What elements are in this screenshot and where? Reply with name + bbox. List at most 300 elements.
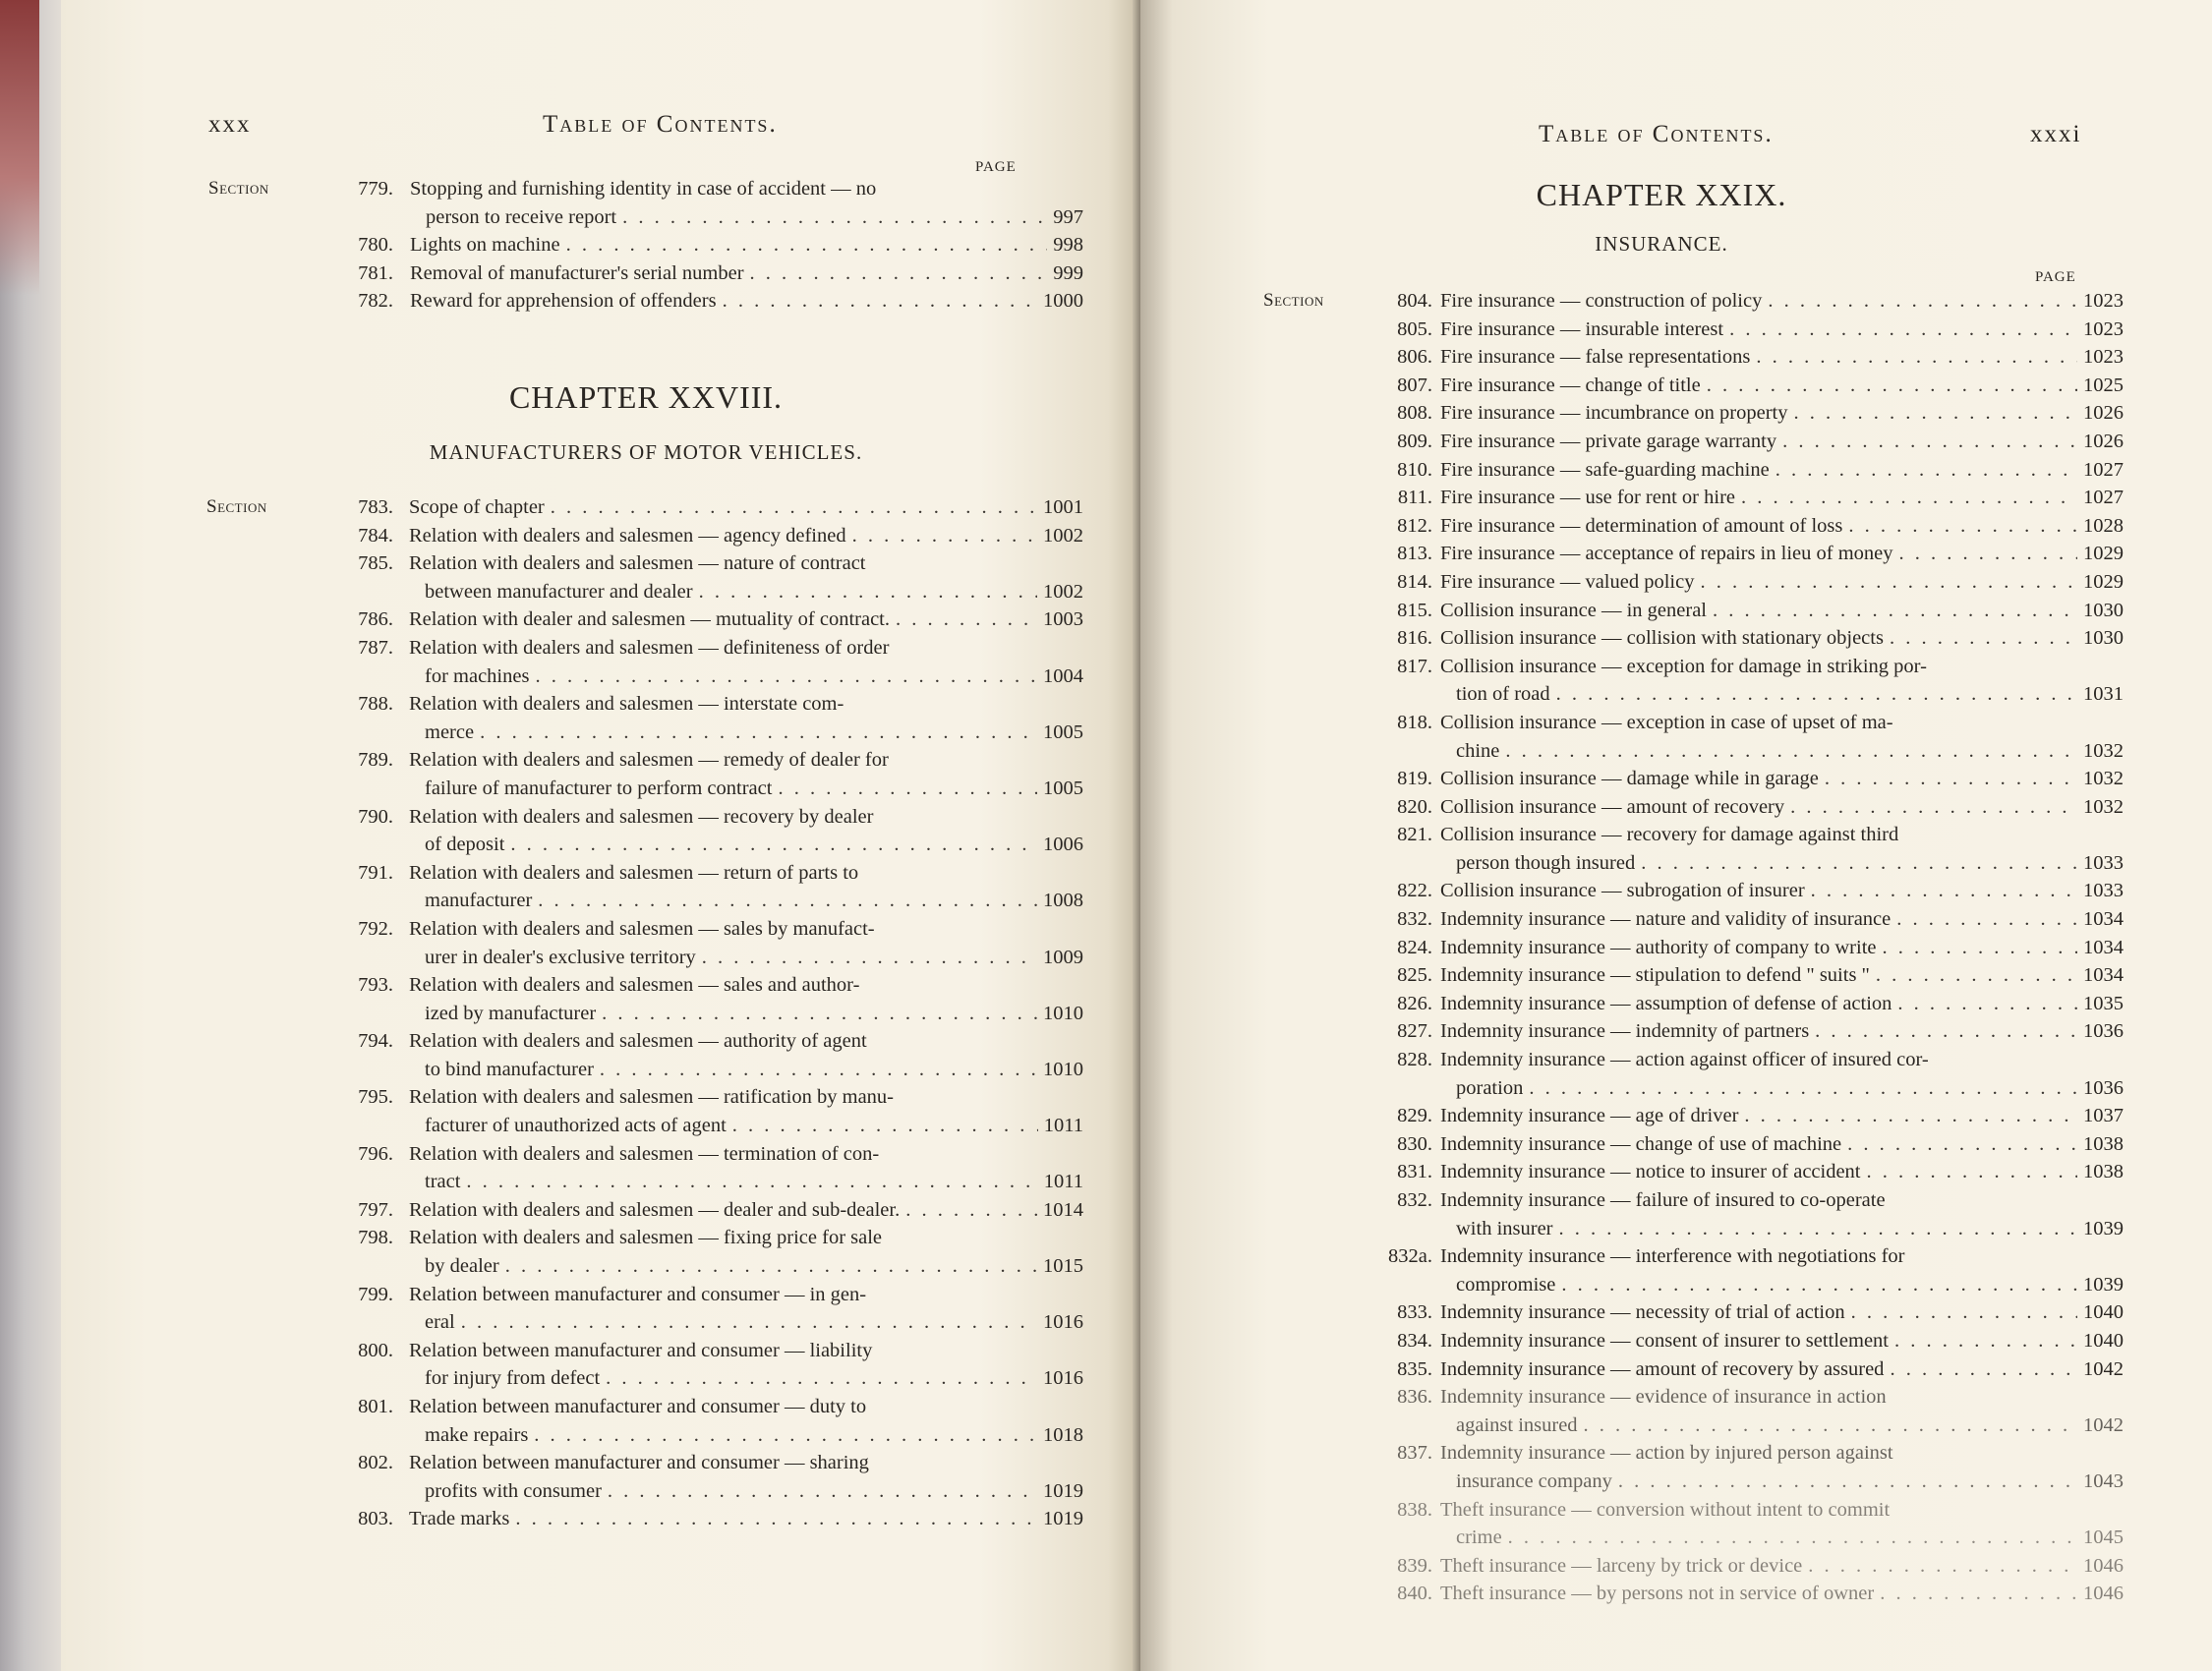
dot-leader — [1508, 1524, 2077, 1552]
entry-title: Collision insurance — recovery for damage against third — [1440, 824, 1899, 846]
toc-entry — [1263, 709, 2124, 765]
page-reference: 1034 — [2083, 936, 2124, 958]
entry-title: Relation with dealers and salesmen — interstate com- — [409, 693, 844, 716]
entry-title: Theft insurance — by persons not in service of owner — [1440, 1583, 1875, 1605]
dot-leader — [1618, 1468, 2077, 1496]
toc-entry — [206, 859, 1083, 915]
entry-title: of deposit — [425, 834, 505, 856]
left-page — [61, 0, 1140, 1671]
dot-leader — [1890, 1355, 2077, 1384]
dot-leader — [1811, 877, 2077, 905]
running-head: Table of Contents. — [1539, 121, 1774, 147]
section-number: 815. — [1397, 599, 1432, 621]
section-number: 834. — [1397, 1329, 1432, 1352]
page-reference: 1008 — [1043, 890, 1083, 912]
section-number: 794. — [358, 1030, 393, 1053]
section-number: 835. — [1397, 1357, 1432, 1380]
dot-leader — [702, 944, 1037, 972]
entry-title: Indemnity insurance — amount of recovery by assured — [1440, 1357, 1885, 1380]
toc-entry — [206, 1393, 1083, 1449]
chapter-title: CHAPTER XXIX. — [1536, 177, 1787, 212]
section-number: 825. — [1397, 964, 1432, 987]
section-label: Section — [208, 178, 269, 199]
page-reference: 1045 — [2083, 1527, 2124, 1549]
section-number: 800. — [358, 1339, 393, 1361]
section-number: 810. — [1397, 458, 1432, 481]
entry-title: Indemnity insurance — authority of company to write — [1440, 936, 1877, 958]
dot-leader — [1561, 1271, 2077, 1299]
page-reference: 1032 — [2083, 768, 2124, 790]
toc-entry — [1263, 1130, 2124, 1159]
toc-entry — [1263, 512, 2124, 541]
entry-title: person to receive report — [426, 205, 617, 228]
entry-title: Relation between manufacturer and consumer — liability — [409, 1339, 873, 1361]
dot-leader — [1707, 372, 2077, 400]
dot-leader — [1808, 1552, 2077, 1581]
entry-title: Relation with dealers and salesmen — recovery by dealer — [409, 805, 874, 828]
page-number: xxx — [208, 111, 252, 138]
entry-title: Relation with dealers and salesmen — return of parts to — [409, 861, 859, 884]
entry-title: Relation with dealers and salesmen — dealer and sub-dealer. — [409, 1198, 901, 1221]
toc-entry — [1263, 316, 2124, 344]
page-reference: 1032 — [2083, 795, 2124, 818]
dot-leader — [896, 605, 1037, 634]
dot-leader — [622, 203, 1047, 232]
dot-leader — [1775, 456, 2077, 485]
section-number: 807. — [1397, 374, 1432, 396]
toc-entry — [1263, 1102, 2124, 1130]
section-number: 795. — [358, 1086, 393, 1109]
page-reference: 1023 — [2083, 317, 2124, 340]
toc-entry — [1263, 287, 2124, 316]
entry-title: for injury from defect — [425, 1367, 601, 1390]
entry-title: Indemnity insurance — indemnity of partners — [1440, 1020, 1810, 1043]
toc-entry — [1263, 372, 2124, 400]
dot-leader — [480, 719, 1037, 747]
entry-title: Indemnity insurance — assumption of defense of action — [1440, 992, 1892, 1014]
section-number: 779. — [358, 178, 393, 200]
dot-leader — [1790, 793, 2077, 822]
toc-entry — [206, 915, 1083, 971]
page-reference: 1002 — [1043, 524, 1083, 547]
page-reference: 1037 — [2083, 1105, 2124, 1127]
right-page — [1140, 0, 2212, 1671]
dot-leader — [1880, 1580, 2077, 1608]
section-number: 816. — [1397, 627, 1432, 650]
toc-entry — [206, 634, 1083, 690]
page-reference: 1006 — [1043, 834, 1083, 856]
toc-entry — [1263, 765, 2124, 793]
entry-title: compromise — [1456, 1273, 1556, 1296]
entry-title: Collision insurance — damage while in garage — [1440, 768, 1819, 790]
entry-title: merce — [425, 720, 475, 743]
section-number: 808. — [1397, 402, 1432, 425]
book-edge — [0, 0, 61, 1671]
section-number: 832a. — [1388, 1245, 1432, 1268]
entry-title: Relation with dealers and salesmen — ratification by manu- — [409, 1086, 894, 1109]
page-reference: 1010 — [1043, 1002, 1083, 1024]
page-reference: 1030 — [2083, 627, 2124, 650]
entry-title: eral — [425, 1311, 455, 1334]
entry-title: Scope of chapter — [409, 496, 545, 518]
toc-entry — [208, 259, 1083, 288]
toc-entry — [1263, 1496, 2124, 1552]
entry-title: Relation with dealers and salesmen — nature of contract — [409, 552, 866, 575]
page-reference: 1026 — [2083, 402, 2124, 425]
dot-leader — [1897, 990, 2077, 1018]
dot-leader — [535, 663, 1037, 691]
section-number: 792. — [358, 917, 393, 940]
section-number: 798. — [358, 1227, 393, 1249]
toc-entry — [1263, 934, 2124, 962]
dot-leader — [723, 287, 1037, 316]
dot-leader — [1713, 597, 2077, 625]
section-number: 780. — [358, 234, 393, 257]
entry-title: Removal of manufacturer's serial number — [410, 261, 744, 284]
section-number: 786. — [358, 608, 393, 631]
page-reference: 1016 — [1043, 1367, 1083, 1390]
section-number: 790. — [358, 805, 393, 828]
dot-leader — [1556, 680, 2077, 709]
entry-title: Relation with dealers and salesmen — sales and author- — [409, 974, 860, 997]
section-label: Section — [1263, 290, 1324, 311]
entry-title: Relation with dealers and salesmen — definiteness of order — [409, 636, 890, 659]
toc-entry — [1263, 1017, 2124, 1046]
page-reference: 1010 — [1043, 1058, 1083, 1080]
dot-leader — [551, 493, 1037, 522]
page-column-header: PAGE — [2035, 269, 2076, 285]
entry-title: Relation between manufacturer and consumer — sharing — [409, 1452, 869, 1474]
toc-entry — [206, 803, 1083, 859]
entry-title: profits with consumer — [425, 1479, 602, 1502]
toc-entry — [1263, 1355, 2124, 1384]
page-reference: 1031 — [2083, 683, 2124, 706]
entry-title: Lights on machine — [410, 234, 560, 257]
entry-title: Indemnity insurance — necessity of trial of action — [1440, 1301, 1845, 1324]
entry-title: urer in dealer's exclusive territory — [425, 946, 696, 968]
dot-leader — [732, 1112, 1038, 1140]
page-reference: 1023 — [2083, 290, 2124, 312]
page-reference: 1039 — [2083, 1273, 2124, 1296]
page-column-header: PAGE — [975, 159, 1017, 175]
entry-title: with insurer — [1456, 1217, 1553, 1239]
dot-leader — [600, 1056, 1037, 1084]
page-reference: 1042 — [2083, 1413, 2124, 1436]
page-reference: 1036 — [2083, 1020, 2124, 1043]
toc-entry — [206, 522, 1083, 550]
toc-entry — [208, 287, 1083, 316]
entry-title: tion of road — [1456, 683, 1550, 706]
entry-title: Collision insurance — in general — [1440, 599, 1707, 621]
section-number: 840. — [1397, 1583, 1432, 1605]
dot-leader — [1825, 765, 2077, 793]
book-cover-edge — [0, 0, 39, 295]
entry-title: Collision insurance — subrogation of insurer — [1440, 880, 1805, 902]
page-reference: 1015 — [1043, 1255, 1083, 1278]
page-reference: 1005 — [1043, 720, 1083, 743]
page-number: xxxi — [2030, 121, 2082, 147]
entry-title: Indemnity insurance — age of driver — [1440, 1105, 1739, 1127]
page-reference: 1046 — [2083, 1554, 2124, 1577]
dot-leader — [1882, 934, 2077, 962]
toc-entry — [206, 971, 1083, 1027]
entry-title: Relation with dealers and salesmen — sales by manufact- — [409, 917, 875, 940]
dot-leader — [1890, 624, 2077, 653]
toc-entry — [1263, 399, 2124, 428]
chapter-subtitle: MANUFACTURERS OF MOTOR VEHICLES. — [429, 440, 863, 464]
entry-title: manufacturer — [425, 890, 533, 912]
section-number: 784. — [358, 524, 393, 547]
entry-title: Collision insurance — amount of recovery — [1440, 795, 1785, 818]
section-number: 818. — [1397, 711, 1432, 733]
dot-leader — [538, 887, 1037, 915]
toc-entry — [1263, 456, 2124, 485]
page-reference: 1027 — [2083, 487, 2124, 509]
page-reference: 1018 — [1043, 1423, 1083, 1446]
toc-entry — [1263, 597, 2124, 625]
page-reference: 1043 — [2083, 1469, 2124, 1492]
page-reference: 1003 — [1043, 608, 1083, 631]
entry-title: Indemnity insurance — evidence of insurance in action — [1440, 1386, 1887, 1409]
entry-title: Fire insurance — use for rent or hire — [1440, 487, 1735, 509]
dot-leader — [510, 831, 1037, 859]
toc-entry — [208, 175, 1083, 231]
section-number: 829. — [1397, 1105, 1432, 1127]
entry-title: Fire insurance — change of title — [1440, 374, 1701, 396]
section-number: 787. — [358, 636, 393, 659]
entry-title: Relation with dealers and salesmen — agency defined — [409, 524, 846, 547]
page-reference: 1030 — [2083, 599, 2124, 621]
dot-leader — [505, 1252, 1037, 1281]
dot-leader — [606, 1364, 1037, 1393]
section-number: 803. — [358, 1508, 393, 1530]
dot-leader — [1794, 399, 2077, 428]
section-number: 828. — [1397, 1049, 1432, 1071]
toc-entry — [1263, 484, 2124, 512]
page-reference: 1038 — [2083, 1132, 2124, 1155]
page-reference: 1034 — [2083, 908, 2124, 931]
section-number: 837. — [1397, 1442, 1432, 1465]
toc-entry — [206, 605, 1083, 634]
section-number: 820. — [1397, 795, 1432, 818]
toc-entry — [1263, 905, 2124, 934]
section-number: 832. — [1397, 1189, 1432, 1211]
dot-leader — [1768, 287, 2077, 316]
entry-title: Indemnity insurance — stipulation to defend " suits " — [1440, 964, 1870, 987]
dot-leader — [852, 522, 1037, 550]
dot-leader — [1896, 905, 2077, 934]
entry-title: Relation with dealers and salesmen — fixing price for sale — [409, 1227, 883, 1249]
section-number: 801. — [358, 1396, 393, 1417]
page-reference: 1033 — [2083, 880, 2124, 902]
toc-entry — [1263, 1580, 2124, 1608]
section-number: 832. — [1397, 908, 1432, 931]
section-number: 796. — [358, 1142, 393, 1165]
entry-title: Relation between manufacturer and consumer — duty to — [409, 1396, 867, 1417]
toc-entry — [1263, 1383, 2124, 1439]
dot-leader — [1584, 1412, 2077, 1440]
chapter-subtitle: INSURANCE. — [1595, 232, 1728, 256]
page-reference: 1039 — [2083, 1217, 2124, 1239]
toc-entry — [1263, 568, 2124, 597]
dot-leader — [1894, 1327, 2077, 1355]
section-number: 782. — [358, 290, 393, 313]
dot-leader — [750, 259, 1048, 288]
page-reference: 1016 — [1043, 1311, 1083, 1334]
dot-leader — [466, 1168, 1037, 1196]
section-number: 817. — [1397, 655, 1432, 677]
toc-entry — [206, 1505, 1083, 1533]
page-reference: 1014 — [1043, 1198, 1083, 1221]
entry-title: chine — [1456, 739, 1500, 762]
page-reference: 1032 — [2083, 739, 2124, 762]
page-reference: 1035 — [2083, 992, 2124, 1014]
entry-title: for machines — [425, 664, 530, 687]
dot-leader — [1744, 1102, 2077, 1130]
page-reference: 997 — [1053, 205, 1083, 228]
section-number: 793. — [358, 974, 393, 997]
dot-leader — [1505, 737, 2077, 766]
dot-leader — [1848, 512, 2077, 541]
entry-title: Relation with dealer and salesmen — mutuality of contract. — [409, 608, 891, 631]
dot-leader — [1529, 1074, 2077, 1103]
dot-leader — [1700, 568, 2077, 597]
dot-leader — [1867, 1158, 2077, 1186]
entry-title: ized by manufacturer — [425, 1002, 597, 1024]
toc-entry — [1263, 877, 2124, 905]
toc-entry — [206, 1140, 1083, 1196]
page-reference: 1002 — [1043, 580, 1083, 603]
entry-title: facturer of unauthorized acts of agent — [425, 1115, 727, 1137]
section-number: 804. — [1397, 290, 1432, 312]
page-reference: 1023 — [2083, 346, 2124, 369]
section-number: 797. — [358, 1198, 393, 1221]
toc-entry — [1263, 990, 2124, 1018]
page-reference: 1019 — [1043, 1508, 1083, 1530]
toc-entry — [1263, 1186, 2124, 1242]
dot-leader — [1641, 849, 2077, 878]
page-reference: 999 — [1053, 261, 1083, 284]
entry-title: Indemnity insurance — action against officer of insured cor- — [1440, 1049, 1929, 1071]
dot-leader — [534, 1421, 1037, 1450]
entry-title: person though insured — [1456, 851, 1636, 874]
dot-leader — [905, 1196, 1037, 1225]
section-number: 831. — [1397, 1161, 1432, 1183]
dot-leader — [1851, 1298, 2077, 1327]
entry-title: Fire insurance — construction of policy — [1440, 290, 1763, 312]
entry-title: make repairs — [425, 1423, 529, 1446]
toc-entry — [206, 746, 1083, 802]
dot-leader — [1559, 1215, 2078, 1243]
entry-title: Fire insurance — insurable interest — [1440, 317, 1724, 340]
toc-list — [206, 493, 1083, 1533]
dot-leader — [1729, 316, 2077, 344]
entry-title: Reward for apprehension of offenders — [410, 290, 717, 313]
section-number: 813. — [1397, 543, 1432, 565]
entry-title: crime — [1456, 1527, 1502, 1549]
entry-title: Theft insurance — larceny by trick or device — [1440, 1554, 1803, 1577]
section-number: 821. — [1397, 824, 1432, 846]
section-number: 811. — [1397, 487, 1432, 509]
section-number: 809. — [1397, 430, 1432, 452]
toc-entry — [206, 690, 1083, 746]
page-reference: 1040 — [2083, 1301, 2124, 1324]
section-number: 830. — [1397, 1132, 1432, 1155]
page-reference: 1036 — [2083, 1076, 2124, 1099]
toc-entry — [206, 1449, 1083, 1505]
toc-entry — [1263, 1327, 2124, 1355]
entry-title: Fire insurance — valued policy — [1440, 570, 1695, 593]
toc-entry — [206, 1083, 1083, 1139]
page-reference: 1026 — [2083, 430, 2124, 452]
page-reference: 1025 — [2083, 374, 2124, 396]
entry-title: Indemnity insurance — change of use of machine — [1440, 1132, 1842, 1155]
toc-entry — [1263, 343, 2124, 372]
toc-entry — [1263, 624, 2124, 653]
dot-leader — [778, 775, 1037, 803]
section-number: 783. — [358, 496, 393, 518]
toc-entry — [206, 1337, 1083, 1393]
entry-title: insurance company — [1456, 1469, 1612, 1492]
page-reference: 1001 — [1043, 496, 1083, 518]
page-reference: 1040 — [2083, 1329, 2124, 1352]
dot-leader — [602, 1000, 1037, 1028]
toc-entry — [1263, 821, 2124, 877]
section-number: 802. — [358, 1452, 393, 1474]
page-reference: 1004 — [1043, 664, 1083, 687]
section-number: 827. — [1397, 1020, 1432, 1043]
toc-entry — [206, 1224, 1083, 1280]
section-number: 781. — [358, 261, 393, 284]
page-reference: 1046 — [2083, 1583, 2124, 1605]
page-reference: 1000 — [1043, 290, 1083, 313]
entry-title: Collision insurance — collision with stationary objects — [1440, 627, 1884, 650]
entry-title: tract — [425, 1171, 461, 1193]
entry-title: Relation between manufacturer and consumer — in gen- — [409, 1283, 867, 1305]
toc-entry — [1263, 1158, 2124, 1186]
section-number: 806. — [1397, 346, 1432, 369]
section-number: 791. — [358, 861, 393, 884]
toc-entry — [1263, 1242, 2124, 1298]
toc-entry — [1263, 540, 2124, 568]
page-reference: 1034 — [2083, 964, 2124, 987]
entry-title: Fire insurance — safe-guarding machine — [1440, 458, 1770, 481]
toc-entry — [1263, 793, 2124, 822]
dot-leader — [1847, 1130, 2077, 1159]
section-label: Section — [206, 496, 267, 517]
entry-title: Trade marks — [409, 1508, 510, 1530]
section-number: 819. — [1397, 768, 1432, 790]
page-reference: 1011 — [1043, 1115, 1083, 1137]
section-number: 822. — [1397, 880, 1432, 902]
entry-title: between manufacturer and dealer — [425, 580, 693, 603]
toc-entry — [206, 1196, 1083, 1225]
entry-title: against insured — [1456, 1413, 1578, 1436]
chapter-title: CHAPTER XXVIII. — [508, 379, 784, 415]
section-number: 785. — [358, 552, 393, 575]
entry-title: Fire insurance — false representations — [1440, 346, 1751, 369]
section-number: 812. — [1397, 514, 1432, 537]
section-number: 805. — [1397, 317, 1432, 340]
entry-title: Stopping and furnishing identity in case of accident — no — [410, 178, 877, 200]
entry-title: Indemnity insurance — notice to insurer of accident — [1440, 1161, 1861, 1183]
running-head: Table of Contents. — [543, 111, 778, 138]
entry-title: Fire insurance — private garage warranty — [1440, 430, 1777, 452]
dot-leader — [1756, 343, 2077, 372]
toc-entry — [208, 231, 1083, 259]
entry-title: Fire insurance — incumbrance on property — [1440, 402, 1788, 425]
toc-entry — [1263, 1439, 2124, 1495]
